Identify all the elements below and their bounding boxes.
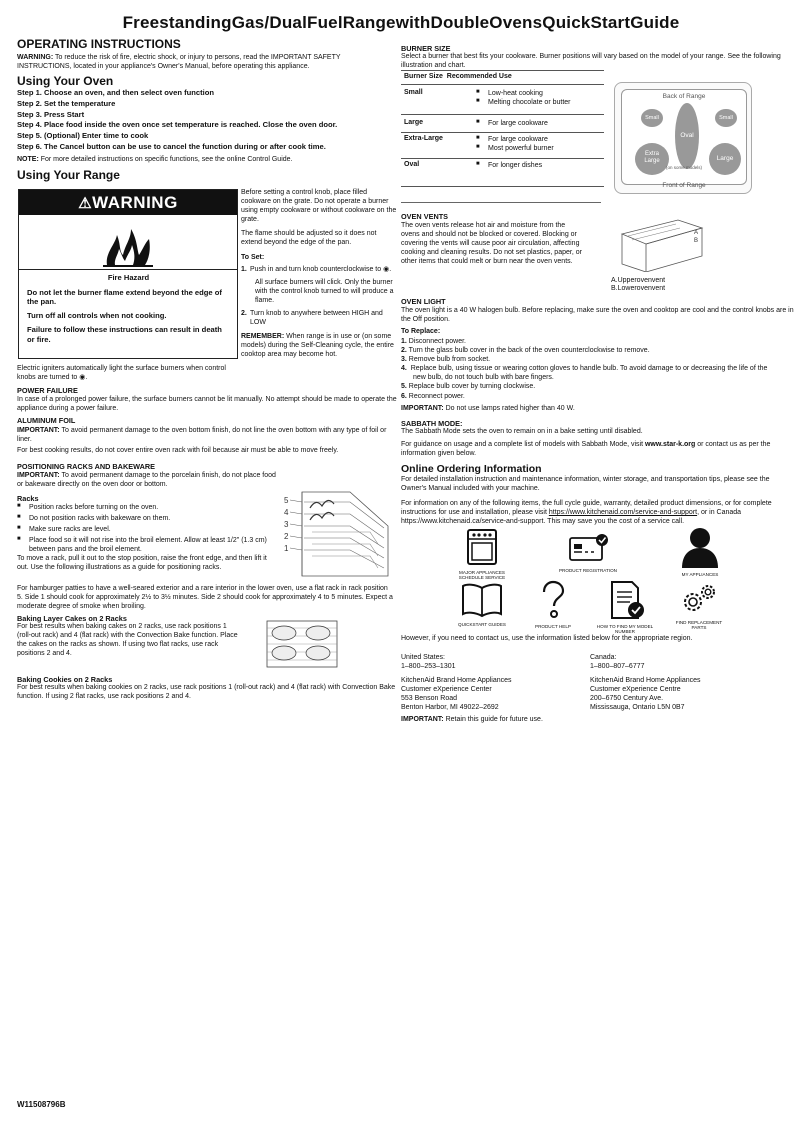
product-registration-tile[interactable]: [552, 532, 624, 573]
using-oven-heading: Using Your Oven: [17, 74, 114, 88]
remember-text: When range is in use or (on some models) during the Self-Cleaning cycle, the entire cooktop area may become hot.: [241, 333, 394, 359]
warning-line: Failure to follow these instructions can result in death or fire.: [27, 324, 222, 344]
retain-guide-note: [401, 715, 543, 724]
replacement-parts-tile[interactable]: [668, 582, 730, 631]
set-step-1: 1. Push in and turn knob counterclockwise to ◉.: [241, 265, 392, 273]
question-mark-icon: [538, 580, 568, 620]
schedule-service-tile[interactable]: [448, 528, 516, 581]
table-row: [401, 159, 604, 187]
us-address: Benton Harbor, MI 49022–2692: [401, 704, 499, 712]
operating-warning: [17, 53, 389, 71]
oven-vents-heading: OVEN VENTS: [401, 212, 449, 221]
sabbath-heading: SABBATH MODE:: [401, 419, 463, 428]
list-item: 5. Replace bulb cover by turning clockwise.: [401, 383, 536, 391]
list-item: ■ Make sure racks are level.: [17, 525, 275, 534]
quickstart-guides-tile[interactable]: [450, 582, 514, 627]
us-contact: [401, 653, 587, 713]
find-model-number-tile[interactable]: [596, 580, 654, 635]
warning-label: WARNING:: [17, 54, 54, 61]
replace-step-text: Remove bulb from socket.: [408, 356, 491, 364]
list-item: 1. Disconnect power.: [401, 338, 466, 345]
retain-label: IMPORTANT:: [401, 716, 444, 723]
vent-caption-a: A.Upperovenvent: [611, 277, 666, 284]
oven-step: Step 1. Choose an oven, and then select oven function: [17, 88, 215, 97]
burner-table-header: [401, 70, 604, 85]
us-phone[interactable]: 1–800–253–1301: [401, 663, 456, 671]
fire-icon: [19, 215, 237, 269]
oven-light-text: The oven light is a 40 W halogen bulb. Before replacing, make sure the oven and cooktop are cool and the control knobs are in the Off position.: [401, 307, 794, 324]
light-important: [401, 404, 575, 413]
set-step-2: 2. Turn knob to anywhere between HIGH and LOW: [241, 310, 383, 327]
list-item: ■ For large cookware: [476, 119, 601, 128]
star-k-link[interactable]: www.star-k.org: [644, 441, 696, 448]
rack-positions-illustration: [280, 486, 392, 578]
list-item: ■ Most powerful burner: [476, 144, 601, 153]
kitchenaid-us-link[interactable]: https://www.kitchenaid.com/service-and-support: [548, 509, 698, 517]
note-text: For more detailed instructions on specific functions, see the online Control Guide.: [40, 156, 293, 163]
gears-icon: [679, 582, 719, 616]
list-item: ■ Do not position racks with bakeware on them.: [17, 514, 275, 523]
canada-name: KitchenAid Brand Home Appliances: [590, 677, 701, 685]
document-check-icon: [604, 580, 646, 620]
oven-step: Step 6. The Cancel button can be use to cancel the function during or after cook time.: [17, 141, 326, 151]
rack-bullets: [17, 503, 275, 554]
registration-card-icon: [566, 532, 610, 564]
open-book-icon: [461, 582, 503, 618]
back-of-range-label: Back of Range: [662, 93, 706, 100]
move-rack-text: To move a rack, pull it out to the stop position, raise the front edge, and then lift it out. Use the following illustrations as a guide for positioning racks.: [17, 555, 267, 572]
oven-step: Step 4. Place food inside the oven once set temperature is reached. Close the oven door.: [17, 120, 338, 130]
online-ordering-heading: Online Ordering Information: [401, 463, 542, 475]
canada-label: Canada:: [590, 654, 617, 661]
canada-contact: [590, 653, 790, 713]
canada-center: Customer eXperience Centre: [590, 686, 681, 694]
positioning-important-text: To avoid permanent damage to the porcelain finish, do not place food or bakeware directly on the oven door or bottom.: [17, 472, 276, 489]
burner-size-text: Select a burner that best fits your cookware. Burner positions will vary based on the model of your range. See the following illustration and chart.: [401, 53, 781, 70]
aluminum-foil-heading: ALUMINUM FOIL: [17, 416, 76, 425]
vent-label: A: [694, 230, 699, 236]
table-row: [401, 85, 604, 115]
canada-address: 200–6750 Century Ave.: [590, 695, 664, 703]
table-row: [401, 133, 604, 159]
rack-label: 1: [284, 544, 289, 553]
power-failure-text: In case of a prolonged power failure, the surface burners cannot be lit manually. No attempt should be made to operate the appliance during a power failure.: [17, 396, 397, 413]
oven-note: [17, 156, 292, 165]
extra-large-label: Large: [644, 158, 660, 165]
warning-text: To reduce the risk of fire, electric shock, or injury to persons, read the IMPORTANT SAFETY INSTRUCTIONS, located in your appliance's Owner's Manual, before operating this appliance.: [17, 54, 341, 71]
vent-caption-b: B.Lowerovenvent: [611, 285, 666, 292]
warning-header: [19, 190, 237, 215]
icon-caption: PRODUCT HELP: [535, 623, 571, 629]
set-step-1-note: All surface burners will click. Only the burner with the control knob turned to will produce a flame.: [255, 278, 394, 304]
warning-line: Turn off all controls when not cooking.: [27, 311, 167, 321]
hamburger-text: For hamburger patties to have a well-seared exterior and a rare interior in the lower oven, use a flat rack in rack position 5. Side 1 should cook for approximately 2½ to 3½ minutes. Side 2 should cook for approximately 4 to 5 minutes. Expect a moderate degree of smoke when broiling.: [17, 585, 393, 611]
icon-caption: PRODUCT REGISTRATION: [558, 567, 618, 573]
range-para: Before setting a control knob, place filled cookware on the grate. Do not operate a burner using empty cookware or without cookware on the grate.: [241, 189, 397, 224]
igniters-body: Electric igniters automatically light the surface burners when control knobs are turned to: [17, 365, 226, 382]
oven-vents-illustration: [618, 216, 708, 272]
positioning-important-label: IMPORTANT:: [17, 472, 60, 479]
oven-step: Step 5. (Optional) Enter time to cook: [17, 131, 149, 141]
burner-size-heading: BURNER SIZE: [401, 44, 451, 53]
fire-hazard-label: Fire Hazard: [107, 273, 150, 282]
online-para-2: [401, 499, 781, 526]
remember-note: [241, 332, 397, 359]
list-item: ■ Position racks before turning on the oven.: [17, 503, 275, 512]
rack-label: 3: [284, 520, 289, 529]
range-instructions: [241, 188, 397, 360]
us-address: 553 Benson Road: [401, 695, 458, 703]
col-header: Burner Size: [404, 73, 443, 80]
front-of-range-label: Front of Range: [662, 182, 706, 189]
burner-size-cell: Small: [404, 88, 423, 96]
us-name: KitchenAid Brand Home Appliances: [401, 677, 512, 685]
burner-layout-diagram: [614, 82, 752, 194]
foil-important-text: To avoid permanent damage to the oven bottom finish, do not line the oven bottom with any type of foil or liner.: [17, 427, 387, 444]
sabbath-text: The Sabbath Mode sets the oven to remain on in a bake setting until disabled.: [401, 428, 643, 435]
replace-step-text: Replace bulb cover by turning clockwise.: [408, 383, 536, 391]
sabbath-guidance-pre: For guidance on usage and a complete list of models with Sabbath Mode, visit: [401, 441, 645, 448]
to-replace-heading: To Replace:: [401, 328, 441, 335]
contact-intro: However, if you need to contact us, use the information listed below for the appropriate region.: [401, 635, 693, 642]
retain-text: Retain this guide for future use.: [445, 716, 543, 723]
replace-step-text: Turn the glass bulb cover in the back of the oven counterclockwise to remove.: [408, 347, 650, 355]
rack-label: 2: [284, 532, 289, 541]
foil-important-label: IMPORTANT:: [17, 427, 60, 434]
layer-cakes-text: For best results when baking cakes on 2 racks, use rack positions 1 (roll-out rack) and 4 (flat rack) with the Convection Bake function. Place the cakes on the racks as shown. If using two flat racks, use rack positions 2 and 4.: [17, 623, 238, 658]
racks-heading: Racks: [17, 494, 39, 503]
icon-caption: QUICKSTART GUIDES: [458, 621, 506, 627]
us-center: Customer eXperience Center: [401, 686, 492, 694]
layer-cakes-heading: Baking Layer Cakes on 2 Racks: [17, 614, 127, 623]
list-item: 6. Reconnect power.: [401, 392, 465, 400]
warning-header-text: WARNING: [92, 193, 178, 212]
extra-large-label: Extra: [644, 151, 659, 157]
range-para: The flame should be adjusted so it does not extend beyond the edge of the pan.: [241, 230, 377, 247]
list-item: 2. Turn the glass bulb cover in the back of the oven counterclockwise to remove.: [401, 347, 650, 355]
small-burner: Small: [715, 109, 737, 127]
foil-important: [17, 426, 389, 444]
list-item: 4. Replace bulb, using tissue or wearing cotton gloves to handle bulb. To avoid damage to or decreasing the life of the new bulb, do not touch bulb with bare fingers.: [401, 365, 768, 382]
page-title: FreestandingGas/DualFuelRangewithDoubleOvensQuickStartGuide: [122, 13, 680, 32]
replace-step-text: Replace bulb, using tissue or wearing cotton gloves to handle bulb. To avoid damage to or decreasing the life of the new bulb, do not touch bulb with bare fingers.: [410, 365, 768, 382]
oven-steps: [17, 88, 337, 153]
cookies-heading: Baking Cookies on 2 Racks: [17, 675, 113, 684]
canada-phone[interactable]: 1–800–807–6777: [590, 663, 645, 671]
light-important-label: IMPORTANT:: [401, 405, 444, 412]
oven-light-heading: OVEN LIGHT: [401, 297, 446, 306]
positioning-important: [17, 471, 279, 489]
oven-vents-text: The oven vents release hot air and moisture from the ovens and should not be blocked or covered. Blocking or covering the vents will cause poor air circulation, affecting cooking and cleaning results. Do not set plastics, paper, or other items that could melt or burn near the oven vents.: [401, 222, 582, 266]
oven-step: Step 3. Press Start: [17, 109, 85, 119]
note-label: NOTE:: [17, 156, 39, 163]
online-para-2-post: , or in Canada https://www.kitchenaid.ca/service-and-support. This may save you the cost of a service call.: [401, 509, 742, 526]
icon-caption: MAJOR APPLIANCES SCHEDULE SERVICE: [458, 569, 506, 581]
oval-burner: Oval: [675, 103, 699, 169]
vent-label: B: [694, 238, 699, 244]
replace-step-text: Disconnect power.: [408, 338, 466, 345]
fire-warning-box: [18, 189, 238, 359]
list-item: 3. Remove bulb from socket.: [401, 356, 491, 364]
set-step-2-text: Turn knob to anywhere between HIGH and LOW: [250, 310, 383, 327]
some-models-label: (on some models): [665, 165, 702, 170]
product-help-tile[interactable]: [526, 580, 580, 629]
oven-step: Step 2. Set the temperature: [17, 98, 116, 108]
list-item: ■ Low-heat cooking: [476, 89, 601, 98]
warning-triangle-icon: ⚠: [78, 195, 93, 212]
online-para-1: For detailed installation instruction and maintenance information, winter storage, and transportation tips, please see the Owner's Manual included with your machine.: [401, 476, 770, 493]
burner-size-cell: Oval: [404, 160, 420, 168]
igniters-text: [17, 364, 239, 382]
list-item: ■ For longer dishes: [476, 161, 601, 170]
list-item: ■ Melting chocolate or butter: [476, 98, 601, 107]
icon-caption: HOW TO FIND MY MODEL NUMBER: [596, 623, 654, 635]
to-set-heading: To Set:: [241, 253, 265, 261]
replace-steps: [401, 337, 771, 401]
table-row: [401, 115, 604, 133]
person-icon: [680, 526, 720, 568]
burner-size-cell: Large: [404, 118, 424, 126]
list-item: ■ For large cookware: [476, 135, 601, 144]
using-range-heading: Using Your Range: [17, 168, 120, 182]
sabbath-guidance-post: or contact us as per the information given below.: [401, 441, 771, 458]
col-header: Recommended Use: [446, 73, 512, 80]
off-symbol-icon: ◉.: [383, 265, 392, 273]
icon-caption: MY APPLIANCES: [681, 571, 719, 577]
replace-step-text: Reconnect power.: [408, 392, 465, 400]
sabbath-guidance: [401, 440, 781, 458]
remember-label: REMEMBER:: [241, 333, 285, 341]
large-burner: Large: [709, 143, 741, 175]
canada-address: Mississauga, Ontario L5N 0B7: [590, 704, 685, 712]
foil-text: For best cooking results, do not cover entire oven rack with foil because air must be able to move freely.: [17, 447, 339, 454]
burner-table: [401, 70, 604, 187]
list-item: ■ Place food so it will not rise into the broil element. Allow at least 1/2" (1.3 cm) between pans and the broil element.: [17, 536, 275, 554]
us-label: United States:: [401, 654, 445, 661]
set-step-1-text: Push in and turn knob counterclockwise to: [250, 265, 382, 273]
layer-cakes-illustration: [266, 620, 338, 668]
range-appliance-icon: [465, 528, 499, 566]
positioning-heading: POSITIONING RACKS AND BAKEWARE: [17, 462, 155, 471]
small-burner: Small: [641, 109, 663, 127]
divider: [401, 202, 601, 203]
rack-label: 5: [284, 496, 289, 505]
burner-size-cell: Extra-Large: [404, 134, 443, 142]
light-important-text: Do not use lamps rated higher than 40 W.: [445, 405, 575, 412]
cookies-text: For best results when baking cookies on 2 racks, use rack positions 1 (roll-out rack) and 4 (flat rack) with Convection Bake function. If using 2 flat racks, use rack positions 2 and 4.: [17, 684, 396, 701]
icon-caption: FIND REPLACEMENT PARTS: [675, 619, 723, 631]
power-failure-heading: POWER FAILURE: [17, 386, 78, 395]
warning-line: Do not let the burner flame extend beyond the edge of the pan.: [27, 287, 222, 307]
document-number: W11508796B: [17, 1100, 66, 1109]
online-para-2-pre: For information on any of the following items, the full cycle guide, warranty, detailed product dimensions, or for complete instructions for use and installation, please visit: [401, 500, 772, 517]
rack-label: 4: [284, 508, 289, 517]
lite-symbol-icon: ◉.: [79, 374, 88, 382]
operating-heading: OPERATING INSTRUCTIONS: [17, 37, 181, 51]
my-appliances-tile[interactable]: [668, 526, 732, 577]
